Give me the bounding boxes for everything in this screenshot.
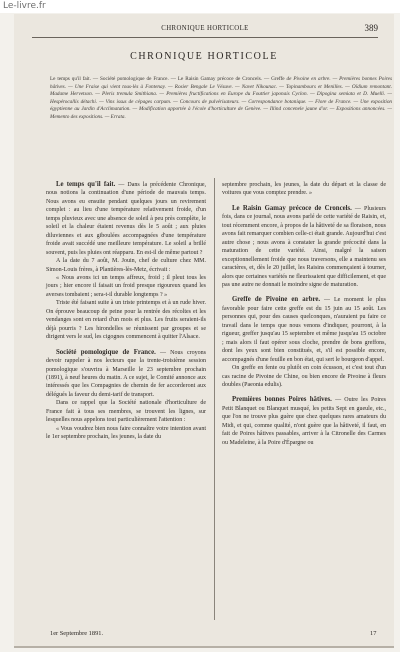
quote-paragraph: « Nous avons ici un temps affreux, froid ; il pleut tous les jours ; hier encore il faisait un froid presque rigoureux quand les averses tombaient ; sera-t-il durable longtemps ? » bbox=[46, 274, 206, 298]
section-heading-peony-graft: Greffe de Pivoine en arbre. bbox=[232, 296, 321, 304]
site-watermark: Le-livre.fr bbox=[3, 1, 46, 11]
page-number: 389 bbox=[364, 23, 378, 33]
paragraph bbox=[222, 205, 386, 290]
paragraph bbox=[222, 296, 386, 364]
page-bottom-edge bbox=[14, 646, 394, 648]
summary-line: exposition égyptienne au Jardin d'Acclimatation. — Modification apportée à l'école d'horticulture de bbox=[50, 98, 393, 113]
summary-line: — Rosier Bengale Le Vésuve. — Navet Nikounac. — Topinambours et Menilles. — Oïdium remontant. bbox=[168, 83, 393, 90]
paragraph bbox=[46, 349, 206, 400]
summary-line: de Pivoine en arbre. — Premières bonnes Poires hâtives. — Une Fraise qui vient tous-lès à Fontenay. bbox=[50, 76, 392, 90]
summary-line: Genève. — Illind concenele jaune d'or. — Expositions annoncées. — Memento des expositions. — bbox=[50, 106, 393, 120]
section-gap bbox=[222, 198, 386, 205]
paragraph: A la date du 7 août, M. Jouin, chef de culture chez MM. Simon-Louis frères, à Plantières-lès-Metz, écrivait : bbox=[46, 258, 206, 273]
right-column bbox=[222, 181, 386, 447]
column-divider bbox=[214, 178, 215, 620]
issue-date: 1er Septembre 1891. bbox=[50, 630, 104, 637]
summary-line: japonais Cyclon. — Dipogina semiata et D. Muelli. — Hespérocallis détachi. — Vins issus de cépages bbox=[50, 91, 393, 105]
paragraph: On greffe en fente ou plutôt en coin écusson, et c'est tout d'un cas racine de Pivoine de Chine, ou bien encore de Pivoine à fleurs doubles (Paeonia edulis). bbox=[222, 365, 386, 388]
section-gap bbox=[222, 389, 386, 396]
paragraph-text: — Nous croyons devoir rappeler à nos lecteurs que la trente-troisième session pomologique s'ouvrira à Marseille le 23 septembre prochain (1891), à neuf heures du matin. A ce sujet, le Comité annonce aux intéressés que les Compagnies de chemin de fer accorderont aux délégués la faveur du demi-tarif de transport. bbox=[46, 349, 207, 398]
section-heading-weather: Le temps qu'il fait. bbox=[56, 181, 116, 188]
paragraph bbox=[46, 181, 206, 257]
summary-line: Errata. bbox=[110, 113, 126, 120]
paragraph: Dans ce rappel que la Société nationale d'horticulture de France fait à tous ses membres, se trouvent les lignes, sur lesquelles nous appelons tout particulièrement l'attention : bbox=[46, 400, 206, 424]
paragraph-text: — Plusieurs fois, dans ce journal, nous avons parlé de cette variété de Raisin, et, tout récemment encore, à propos de la hâtiveté de sa floraison, nous avons fait remarquer combien celle-ci était grande. Aujourd'hui c'est autre chose ; nous avons à constater la grande précocité dans la maturation de cette variété. Ainsi, malgré la saison exceptionnellement froide que nous traversons, elle a maintenu ses caractères, et, dès le 20 juillet, les Raisins commençaient à tourner, alors que certaines variétés ne fleurissaient que difficilement, et que pas une autre ne donnait le moindre signe de maturation. bbox=[222, 205, 386, 288]
paragraph bbox=[222, 396, 386, 447]
summary-line: Le temps qu'il fait. — Société pomologique de France. — Le Raisin Gamay précoce de Croncels. — Greffe bbox=[50, 76, 285, 82]
continued-paragraph: septembre prochain, les jeunes, la date du départ et la classe de voitures que vous comptez prendre. » bbox=[222, 182, 386, 197]
summary-line: Madame Hervetson. — Pleris tremula Smithiana. — Premières fructifications en Europe du Fouttier bbox=[50, 91, 270, 98]
chronicle-title: CHRONIQUE HORTICOLE bbox=[130, 51, 278, 62]
section-heading-early-pears: Premières bonnes Poires hâtives. bbox=[232, 396, 332, 404]
running-header bbox=[32, 21, 378, 38]
section-heading-pomological-society: Société pomologique de France. bbox=[56, 348, 156, 356]
paragraph-text: — Le moment le plus favorable pour faire cette greffe est du 15 juin au 15 août. Les personnes qui, pour des causes quelconques, n'auraient pu faire ce travail dans le temps que nous venons d'indiquer, pourront, à la rigueur, greffer jusqu'au 15 septembre et même jusqu'au 15 octobre ; mais alors il faut opérer sous cloche, prendre de bons greffons, dont les yeux sont bien constitués, et, s'il est possible encore, accompagnés d'une feuille en bon état, qui sert le bourgeon d'appel. bbox=[222, 297, 387, 363]
paragraph: Triste été faisant suite à un triste printemps et à un rude hiver. On éprouve beaucoup de peine pour la rentrée des récoltes et les vendanges sont en retard d'un mois et plus. Les fruits seraient-ils déjà pourris ? Les hirondelles se réunissent par groupes et se dirigent vers le sud, les cigognes commencent à quitter l'Alsace. bbox=[46, 300, 206, 341]
signature-mark: 17 bbox=[370, 630, 377, 637]
section-heading-gamay-grape: Le Raisin Gamay précoce de Croncels. bbox=[232, 204, 352, 212]
section-gap bbox=[222, 289, 386, 296]
summary-line: carpum. — Concours de pulvérisateurs. — Correspondance botanique. — Flore de France. — Une bbox=[154, 98, 369, 105]
left-column bbox=[46, 181, 206, 442]
site-watermark-strip bbox=[0, 0, 400, 13]
section-gap bbox=[46, 342, 206, 349]
paragraph-text: — Outre les Poires Petit Blanquet ou Blanquet musqué, les petits Sept en gueule, etc., que l'on ne trouve plus guère que chez quelques rares amateurs du Midi, et qui, comme qualité, n'ont guère que la hâtiveté, il faut, en fait de Poires hâtives passables, arriver à la Citronelle des Carmes ou Madeleine, à la Poire d'Épargne ou bbox=[222, 397, 387, 446]
paragraph-text: — Dans la précédente Chronique, nous notions la continuation d'une période de mauvais temps. Nous avons eu ensuite pendant quelques jours un revirement complet : au lieu d'une température relativement froide, d'un temps pluvieux avec une absence de soleil à peu près complète, le soleil et la chaleur étaient revenus dès le 5 août ; aux pluies diluviennes et aux giboulées accompagnées d'une température froide avait succédé une meilleure température. Le soleil a brillé souvent, puis les pluies ont réapparu. En est-il de même partout ? bbox=[46, 182, 206, 256]
quote-paragraph: « Vous voudrez bien nous faire connaître votre intention avant le 1er septembre prochain, les jeunes, la date du bbox=[46, 425, 206, 441]
summary-block bbox=[50, 76, 392, 122]
scanned-page bbox=[14, 14, 394, 648]
running-title: CHRONIQUE HORTICOLE bbox=[161, 25, 249, 32]
